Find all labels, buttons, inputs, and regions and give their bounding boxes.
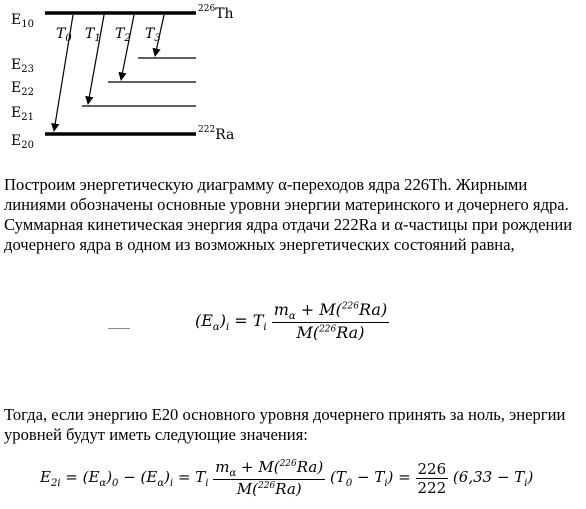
level-label-e22: $E_{22}$ [11, 80, 34, 98]
f1-numerator: $m_\alpha + M(^{226}Ra)$ [273, 300, 388, 323]
f2-fraction-mass-denominator: M($^{226}$Ra) [236, 480, 302, 498]
transition-arrow-t2 [121, 15, 134, 80]
transition-label-t3: $T_3$ [145, 26, 161, 44]
f1-lhs: $(E_\alpha)_i = T_i$ [195, 310, 267, 333]
separator-dash [108, 328, 130, 329]
nucleus-label-th: $^{226}$Th [198, 4, 234, 22]
level-label-e23: $E_{23}$ [11, 57, 34, 75]
transition-label-t2: $T_2$ [115, 26, 131, 44]
f1-denominator: M($^{226}$Ra) [296, 323, 365, 343]
paragraph-levels-intro: Тогда, если энергию Е20 основного уровня дочернего принять за ноль, энергии уровней будут иметь следующие значения: [4, 405, 566, 444]
transition-label-t0: $T_0$ [56, 26, 72, 44]
level-label-e20: $E_{20}$ [11, 133, 34, 151]
energy-level-diagram [0, 0, 586, 160]
f2-fraction-ratio-denominator: 222 [417, 478, 447, 497]
level-label-e10: $E_{10}$ [11, 12, 34, 30]
formula-level-energy [40, 458, 586, 508]
nucleus-label-ra: $^{222}$Ra [198, 125, 235, 143]
f2-fraction-mass-numerator: $m_\alpha + M(^{226}Ra)$ [215, 458, 324, 479]
transition-label-t1: $T_1$ [85, 26, 101, 44]
f2-lhs: $E_{2i} = (E_\alpha)_0 - (E_\alpha)_i = T_i$ [40, 468, 209, 489]
level-label-e21: $E_{21}$ [11, 105, 34, 123]
paragraph-diagram-description: Построим энергетическую диаграмму α-переходов ядра 226Th. Жирными линиями обозначены основные уровни энергии материнского и дочернего ядра. Суммарная кинетическая энергия ядра отдачи 222Ra и α-частицы при рождении дочернего ядра в одном из возможных энергетических состояний равна, [4, 175, 573, 254]
f2-paren-term: $(T_0 - T_i)$ = [329, 468, 416, 489]
f2-fraction-ratio-numerator: 226 [417, 459, 447, 478]
formula-kinetic-energy [195, 300, 415, 360]
f1-fraction [272, 300, 390, 342]
f2-fraction-mass [213, 458, 325, 498]
f2-tail: $(6,33 - T_i)$ [452, 468, 534, 489]
f2-fraction-ratio [416, 460, 449, 497]
